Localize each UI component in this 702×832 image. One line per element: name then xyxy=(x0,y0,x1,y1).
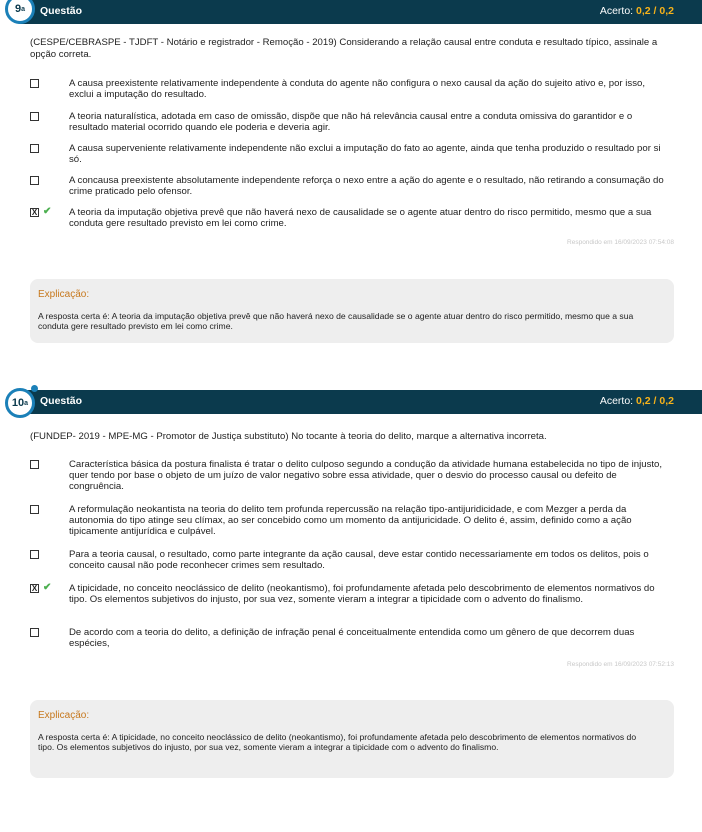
answered-timestamp: Respondido em 16/09/2023 07:54:08 xyxy=(567,239,674,246)
checkbox-icon[interactable] xyxy=(30,628,39,637)
option-text: A teoria naturalística, adotada em caso de omissão, dispõe que não há relevância causal entre a conduta omissiva do garantidor e o resultado material ocorrido quando ele poderia e deveria agir. xyxy=(69,111,633,134)
checkbox-icon[interactable] xyxy=(30,176,39,185)
question-statement: (CESPE/CEBRASPE - TJDFT - Notário e registrador - Remoção - 2019) Considerando a relação causal entre conduta e resultado típico, assinale a opção correta. xyxy=(30,37,658,60)
checkbox-icon[interactable]: X xyxy=(31,208,38,217)
checkbox-icon[interactable] xyxy=(30,144,39,153)
check-icon: ✔ xyxy=(43,582,52,593)
question-number-badge: 9 a xyxy=(5,0,35,24)
option-text: A teoria da imputação objetiva prevê que não haverá nexo de causalidade se o agente atuar dentro do risco permitido, mesmo que a sua conduta gere resultado previsto em lei como crime. xyxy=(69,207,652,230)
score: Acerto: 0,2 / 0,2 xyxy=(599,5,674,17)
question-statement: (FUNDEP- 2019 - MPE-MG - Promotor de Justiça substituto) No tocante à teoria do delito, marque a alternativa incorreta. xyxy=(30,431,547,442)
checkbox-icon[interactable] xyxy=(30,550,39,559)
question-title: Questão xyxy=(40,5,83,17)
checkbox-icon[interactable] xyxy=(30,79,39,88)
question-header-bar xyxy=(16,390,702,414)
option-text: A concausa preexistente absolutamente independente reforça o nexo entre a ação do agente e o resultado, não retirando a consumação do crime praticado pelo ofensor. xyxy=(69,175,664,198)
explanation-box xyxy=(30,279,674,343)
question-number-badge: 10 a xyxy=(5,388,35,418)
checkbox-icon[interactable] xyxy=(30,505,39,514)
explanation-text: A resposta certa é: A tipicidade, no conceito neoclássico de delito (neokantismo), foi profundamente afetada pelo descobrimento de elementos normativos do tipo. Os elementos subjetivos do injusto, por sua vez, somente vieram a integrar a tipicidade com o advento do finalismo. xyxy=(38,732,637,752)
option-text: A causa preexistente relativamente independente à conduta do agente não configura o nexo causal da ação do sujeito ativo e, por isso, exclui a imputação do resultado. xyxy=(69,78,646,101)
option-text: A causa superveniente relativamente independente não exclui a imputação do fato ao agente, ainda que tenha produzido o resultado por si só. xyxy=(69,143,661,166)
explanation-box xyxy=(30,700,674,778)
answered-timestamp: Respondido em 16/09/2023 07:52:13 xyxy=(567,661,674,668)
checkbox-icon[interactable] xyxy=(30,112,39,121)
badge-dot xyxy=(31,385,38,392)
option-text: A reformulação neokantista na teoria do delito tem profunda repercussão na relação tipo-antijuridicidade, e com Mezger a perda da autonomia do tipo atinge seu clímax, ao ser concebido como um momento da antijuricidade. O delito é, assim, definido como a ação tipicamente antijurídica e culpável. xyxy=(69,504,632,538)
explanation-title: Explicação: xyxy=(38,710,90,721)
checkbox-icon[interactable] xyxy=(30,460,39,469)
question-header-bar xyxy=(16,0,702,24)
checkbox-icon[interactable]: X xyxy=(31,584,38,593)
score: Acerto: 0,2 / 0,2 xyxy=(599,395,674,407)
option-text: A tipicidade, no conceito neoclássico de delito (neokantismo), foi profundamente afetada pelo descobrimento de elementos normativos do tipo. Os elementos subjetivos do injusto, por sua vez, somente vieram a integrar a tipicidade com o advento do finalismo. xyxy=(69,583,655,606)
option-text: Para a teoria causal, o resultado, como parte integrante da ação causal, deve estar contido necessariamente em todos os delitos, pois o conceito causal não pode reconhecer crimes sem resultado. xyxy=(69,549,649,572)
explanation-text: A resposta certa é: A teoria da imputação objetiva prevê que não haverá nexo de causalidade se o agente atuar dentro do risco permitido, mesmo que a sua conduta gere resultado previsto em lei como crime. xyxy=(38,311,634,331)
option-text: Característica básica da postura finalista é tratar o delito culposo segundo a condução da atividade humana estabelecida no tipo de injusto, quer tendo por base o objeto de um juízo de valor negativo sobre essa atividade, quer o desvio do processo causal ou defeito de congruência. xyxy=(69,459,663,493)
check-icon: ✔ xyxy=(43,206,52,217)
option-text: De acordo com a teoria do delito, a definição de infração penal é conceitualmente entendida como um gênero de que decorrem duas espécies, xyxy=(69,627,635,650)
question-title: Questão xyxy=(40,395,83,407)
explanation-title: Explicação: xyxy=(38,289,90,300)
